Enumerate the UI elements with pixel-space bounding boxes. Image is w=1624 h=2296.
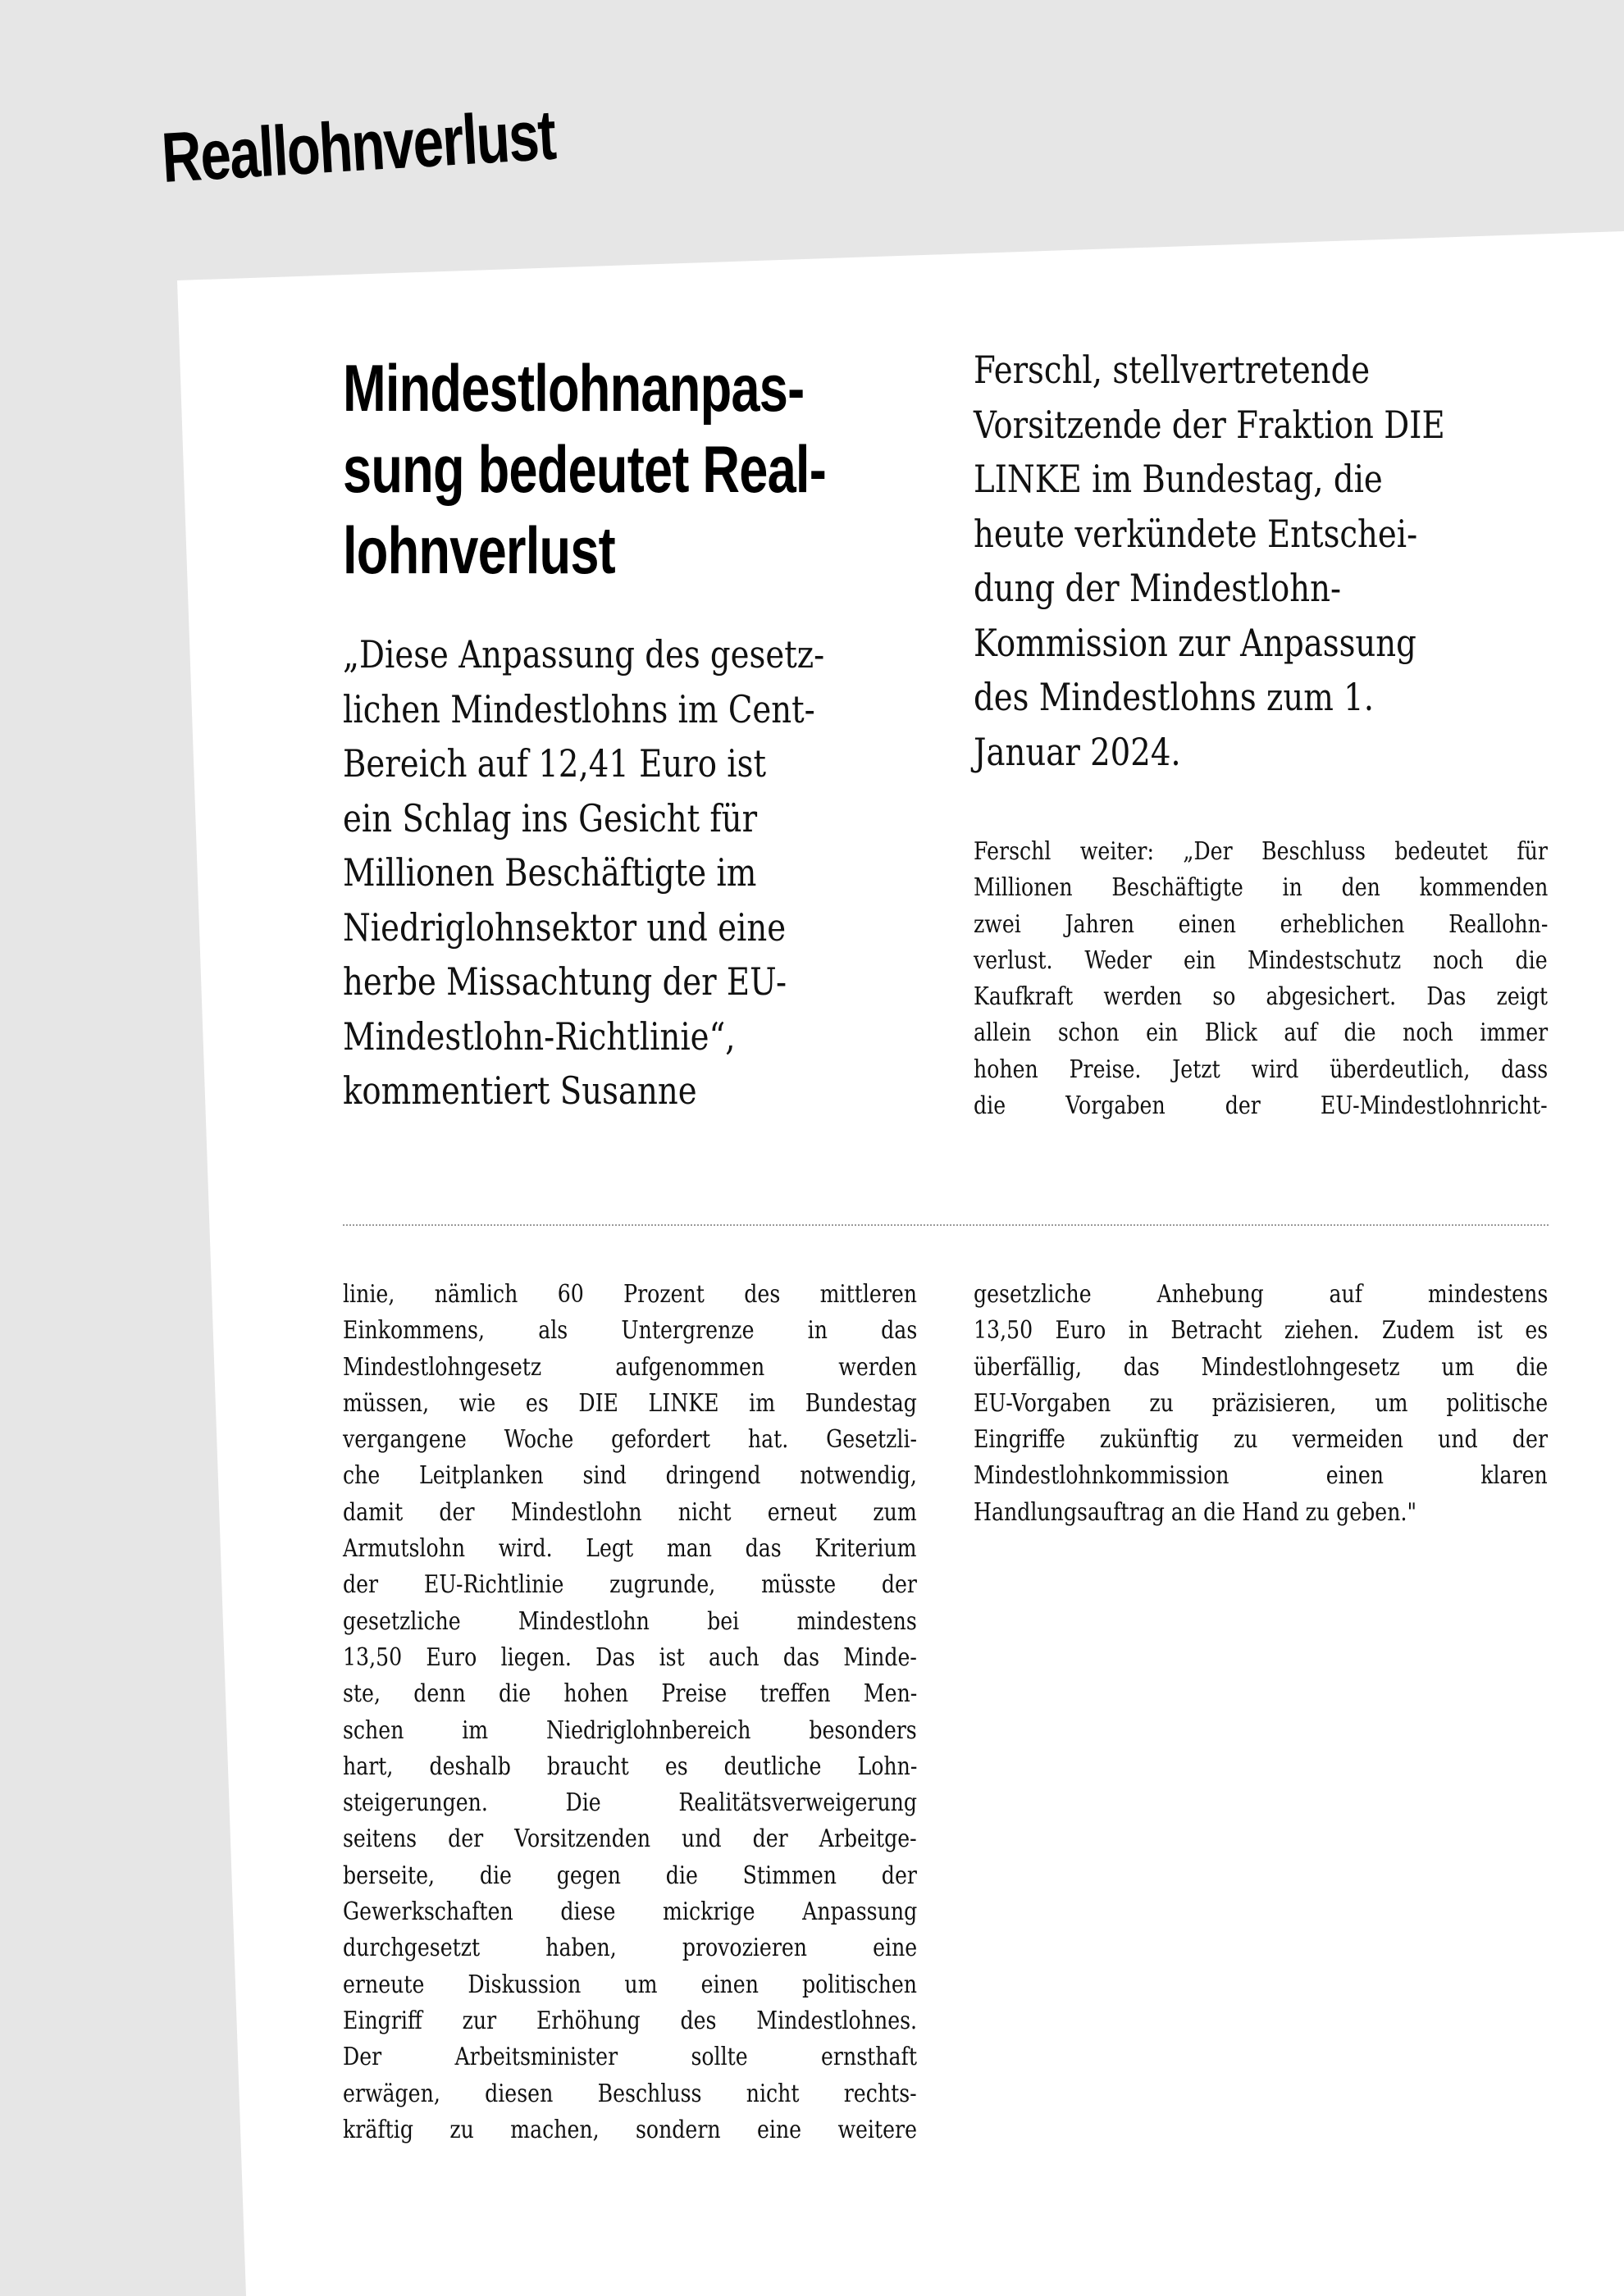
lead-line: kommentiert Susanne bbox=[343, 1068, 697, 1113]
lead-paragraph-left bbox=[343, 627, 917, 1118]
body-line bbox=[974, 1386, 1548, 1422]
body-line-text: steigerungen. Die Realitätsverweigerung bbox=[343, 1788, 918, 1818]
body-line-text: Einkommens, als Untergrenze in das bbox=[343, 1316, 918, 1346]
body-line-text: damit der Mindestlohn nicht erneut zum bbox=[343, 1497, 917, 1527]
body-line bbox=[974, 1313, 1548, 1349]
body-line bbox=[343, 1749, 917, 1785]
body-line bbox=[343, 1604, 917, 1640]
body-line bbox=[343, 1531, 917, 1567]
body-line bbox=[974, 1088, 1548, 1124]
body-line-text: gesetzliche Mindestlohn bei mindestens bbox=[343, 1606, 917, 1636]
body-line bbox=[343, 1930, 917, 1966]
body-line-text: allein schon ein Blick auf die noch immer bbox=[974, 1018, 1549, 1048]
body-line-text: Millionen Beschäftigte in den kommenden bbox=[974, 873, 1549, 903]
body-line bbox=[343, 1858, 917, 1894]
body-line-text: che Leitplanken sind dringend notwendig, bbox=[343, 1461, 917, 1491]
lead-line: Kommission zur Anpassung bbox=[974, 620, 1416, 665]
body-line-text: ste, denn die hohen Preise treffen Men- bbox=[343, 1679, 918, 1709]
lead-line: Vorsitzende der Fraktion DIE bbox=[974, 402, 1445, 447]
body-line bbox=[343, 1967, 917, 2003]
body-line bbox=[343, 2112, 917, 2148]
body-line-text: Armutslohn wird. Legt man das Kriterium bbox=[343, 1534, 917, 1564]
body-line-text: Der Arbeitsminister sollte ernsthaft bbox=[343, 2043, 917, 2072]
body-line bbox=[343, 2076, 917, 2112]
body-line-text: Handlungsauftrag an die Hand zu geben." bbox=[974, 1497, 1417, 1527]
body-line bbox=[343, 1313, 917, 1349]
lead-line: herbe Missachtung der EU- bbox=[343, 959, 787, 1004]
body-line-text: 13,50 Euro liegen. Das ist auch das Minde- bbox=[343, 1642, 917, 1672]
body-line-text: seitens der Vorsitzenden und der Arbeitge- bbox=[343, 1824, 917, 1854]
headline-line: sung bedeutet Real- bbox=[343, 433, 826, 507]
body-line bbox=[343, 2039, 917, 2075]
body-line-text: hart, deshalb braucht es deutliche Lohn- bbox=[343, 1752, 918, 1781]
body-line-text: müssen, wie es DIE LINKE im Bundestag bbox=[343, 1388, 917, 1418]
body-line bbox=[343, 1713, 917, 1749]
lead-line: Mindestlohn-Richtlinie“, bbox=[343, 1014, 736, 1059]
section-title: Reallohnverlust bbox=[159, 95, 558, 198]
body-line-text: kräftig zu machen, sondern eine weitere bbox=[343, 2115, 917, 2144]
body-line-text: der EU-Richtlinie zugrunde, müsste der bbox=[343, 1570, 917, 1600]
body-line bbox=[343, 1567, 917, 1603]
body-line bbox=[974, 870, 1548, 906]
body-line-text: zwei Jahren einen erheblichen Reallohn- bbox=[974, 909, 1549, 939]
body-text-bottom-left bbox=[343, 1277, 917, 2148]
body-line bbox=[974, 1277, 1548, 1313]
body-line-text: die Vorgaben der EU-Mindestlohnricht- bbox=[974, 1091, 1548, 1121]
lead-paragraph-right bbox=[974, 343, 1548, 779]
body-line-text: linie, nämlich 60 Prozent des mittleren bbox=[343, 1280, 918, 1309]
body-line-text: EU-Vorgaben zu präzisieren, um politische bbox=[974, 1388, 1549, 1418]
body-line bbox=[974, 1422, 1548, 1458]
lead-line: „Diese Anpassung des gesetz- bbox=[343, 632, 825, 676]
body-line-text: erwägen, diesen Beschluss nicht rechts- bbox=[343, 2079, 917, 2108]
body-line bbox=[974, 1052, 1548, 1088]
body-line-text: Eingriff zur Erhöhung des Mindestlohnes. bbox=[343, 2006, 918, 2035]
body-line bbox=[974, 834, 1548, 870]
body-text-top-right bbox=[974, 834, 1548, 1124]
body-line bbox=[343, 1458, 917, 1494]
body-line bbox=[974, 1495, 1548, 1531]
lead-line: dung der Mindestlohn- bbox=[974, 566, 1342, 610]
body-line bbox=[974, 907, 1548, 943]
body-line-text: 13,50 Euro in Betracht ziehen. Zudem ist es bbox=[974, 1316, 1549, 1346]
body-line-text: Ferschl weiter: „Der Beschluss bedeutet für bbox=[974, 837, 1548, 866]
body-line-text: Mindestlohnkommission einen klaren bbox=[974, 1461, 1548, 1491]
dotted-divider bbox=[343, 1224, 1549, 1226]
lead-line: ein Schlag ins Gesicht für bbox=[343, 795, 758, 840]
lead-line: des Mindestlohns zum 1. bbox=[974, 675, 1375, 719]
lead-line: lichen Mindestlohns im Cent- bbox=[343, 686, 815, 731]
body-line bbox=[343, 1640, 917, 1676]
lead-line: Ferschl, stellvertretende bbox=[974, 348, 1371, 392]
body-line bbox=[974, 1350, 1548, 1386]
body-line-text: Kaufkraft werden so abgesichert. Das zeigt bbox=[974, 982, 1549, 1012]
lead-line: Januar 2024. bbox=[974, 729, 1181, 774]
article-headline bbox=[343, 348, 966, 592]
body-line bbox=[974, 1458, 1548, 1494]
body-line bbox=[343, 1277, 917, 1313]
body-line bbox=[343, 2003, 917, 2039]
body-line-text: berseite, die gegen die Stimmen der bbox=[343, 1861, 917, 1890]
body-line bbox=[343, 1785, 917, 1821]
body-line-text: vergangene Woche gefordert hat. Gesetzli- bbox=[343, 1425, 918, 1455]
body-line bbox=[343, 1676, 917, 1712]
body-line bbox=[343, 1386, 917, 1422]
body-line-text: verlust. Weder ein Mindestschutz noch die bbox=[974, 945, 1548, 975]
body-line bbox=[343, 1422, 917, 1458]
body-line bbox=[974, 943, 1548, 979]
headline-line: lohnverlust bbox=[343, 514, 615, 588]
lead-line: heute verkündete Entschei- bbox=[974, 511, 1418, 556]
body-line-text: gesetzliche Anhebung auf mindestens bbox=[974, 1280, 1549, 1309]
body-line-text: hohen Preise. Jetzt wird überdeutlich, dass bbox=[974, 1055, 1549, 1084]
body-line bbox=[343, 1894, 917, 1930]
body-line-text: erneute Diskussion um einen politischen bbox=[343, 1970, 917, 1999]
body-line-text: schen im Niedriglohnbereich besonders bbox=[343, 1715, 917, 1745]
lead-line: Millionen Beschäftigte im bbox=[343, 850, 757, 895]
body-text-bottom-right bbox=[974, 1277, 1548, 1531]
lead-line: Bereich auf 12,41 Euro ist bbox=[343, 741, 767, 786]
lead-line: LINKE im Bundestag, die bbox=[974, 457, 1383, 501]
body-line bbox=[343, 1821, 917, 1857]
body-line bbox=[974, 979, 1548, 1015]
lead-line: Niedriglohnsektor und eine bbox=[343, 904, 787, 950]
headline-line: Mindestlohnanpas- bbox=[343, 352, 805, 426]
body-line bbox=[343, 1350, 917, 1386]
body-line-text: Mindestlohngesetz aufgenommen werden bbox=[343, 1352, 918, 1382]
body-line-text: Gewerkschaften diese mickrige Anpassung bbox=[343, 1897, 918, 1927]
body-line-text: überfällig, das Mindestlohngesetz um die bbox=[974, 1352, 1549, 1382]
body-line-text: durchgesetzt haben, provozieren eine bbox=[343, 1934, 918, 1963]
body-line bbox=[343, 1495, 917, 1531]
body-line-text: Eingriffe zukünftig zu vermeiden und der bbox=[974, 1425, 1549, 1455]
body-line bbox=[974, 1015, 1548, 1051]
